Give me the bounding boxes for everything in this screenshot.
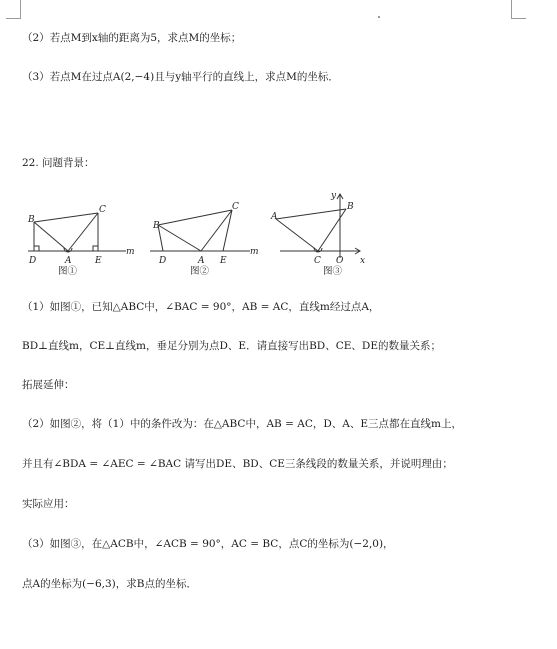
page-corner-mark-right [511, 0, 526, 19]
fig3-label-b: B [347, 202, 354, 212]
fig2-label-d: D [159, 256, 167, 266]
part-2-text-b: 并且有∠BDA = ∠AEC = ∠BAC 请写出DE、BD、CE三条线段的数量关系，并说明理由； [22, 458, 453, 470]
fig3-caption: 图③ [323, 266, 343, 277]
fig1-label-a: A [65, 256, 72, 266]
page-corner-mark-left [6, 0, 21, 19]
fig3-segment-ab [276, 209, 346, 219]
fig2-label-a: A [198, 256, 205, 266]
fig3-label-c: C [314, 256, 321, 266]
part-1-text-b: BD⊥直线m，CE⊥直线m，垂足分别为点D、E．请直接写出BD、CE、DE的数量关系； [22, 340, 441, 352]
question-3-text: （3）若点M在过点A(2,−4)且与y轴平行的直线上，求点M的坐标． [22, 71, 339, 83]
part-3-text-a: （3）如图③，在△ACB中，∠ACB = 90°，AC = BC，点C的坐标为(−2,0)， [22, 538, 394, 550]
fig3-label-o: O [336, 256, 344, 266]
question-2-text: （2）若点M到x轴的距离为5，求点M的坐标； [22, 32, 242, 44]
fig3-segment-ac [276, 219, 318, 251]
fig1-label-e: E [95, 256, 102, 266]
part-1-text-a: （1）如图①，已知△ABC中，∠BAC = 90°，AB = AC，直线m经过点A， [22, 301, 380, 313]
fig2-label-b: B [153, 221, 160, 231]
fig3-label-x: x [360, 256, 366, 266]
fig1-label-m: m [126, 247, 135, 257]
fig2-segment-ba [158, 225, 201, 251]
problem-22-title: 22. 问题背景： [22, 157, 95, 169]
fig3-label-y: y [331, 191, 337, 201]
application-title: 实际应用： [22, 498, 75, 510]
extension-title: 拓展延伸： [22, 379, 75, 391]
part-3-text-b: 点A的坐标为(−6,3)，求B点的坐标． [22, 578, 197, 590]
fig3-segment-cb [318, 209, 346, 251]
fig1-label-d: D [29, 256, 37, 266]
fig1-right-angle-d [34, 246, 39, 251]
fig1-label-b: B [28, 215, 35, 225]
fig1-segment-bc [34, 213, 98, 222]
fig1-label-c: C [99, 205, 106, 215]
fig2-caption: 图② [190, 266, 210, 277]
fig1-segment-ac [68, 213, 98, 251]
page-dot [378, 16, 380, 18]
fig3-label-a: A [271, 212, 278, 222]
fig1-caption: 图① [58, 266, 78, 277]
fig2-segment-bc [158, 210, 232, 225]
fig2-label-m: m [250, 247, 259, 257]
figure-2-diagram [150, 210, 250, 251]
part-2-text-a: （2）如图②，将（1）中的条件改为：在△ABC中，AB = AC，D、A、E三点都在直线m上， [22, 418, 462, 430]
fig1-right-angle-e [93, 246, 98, 251]
figures-group [18, 188, 378, 280]
fig2-label-e: E [220, 256, 227, 266]
figure-1-diagram [28, 213, 126, 252]
fig2-label-c: C [232, 202, 239, 212]
